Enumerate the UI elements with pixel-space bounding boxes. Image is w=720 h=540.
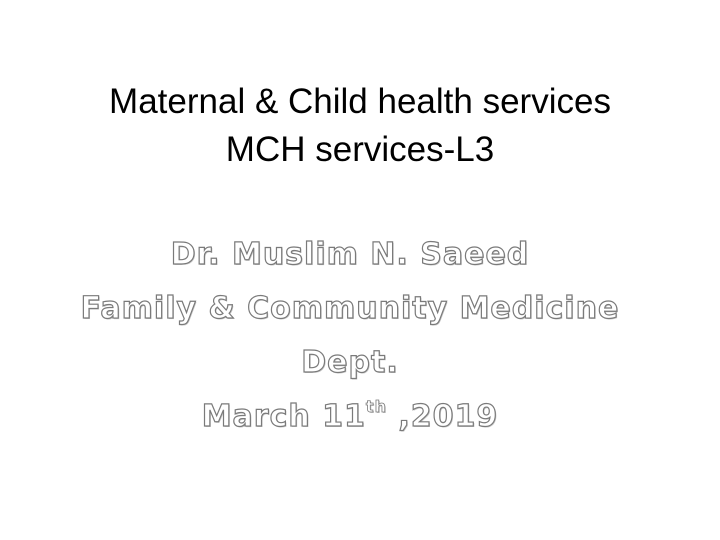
title-line-1: Maternal & Child health services bbox=[109, 82, 611, 121]
presentation-date bbox=[0, 390, 700, 444]
author-name: Dr. Muslim N. Saeed bbox=[170, 237, 530, 272]
date-month-day: March 11 bbox=[201, 399, 366, 434]
title-line-2: MCH services-L3 bbox=[225, 130, 495, 169]
slide-subtitle bbox=[0, 228, 700, 444]
department-line-2: Dept. bbox=[301, 345, 399, 380]
date-ordinal-suffix: th bbox=[365, 397, 387, 416]
date-year: ,2019 bbox=[386, 399, 499, 434]
slide-title bbox=[0, 78, 720, 174]
department-line-1: Family & Community Medicine bbox=[80, 291, 620, 326]
